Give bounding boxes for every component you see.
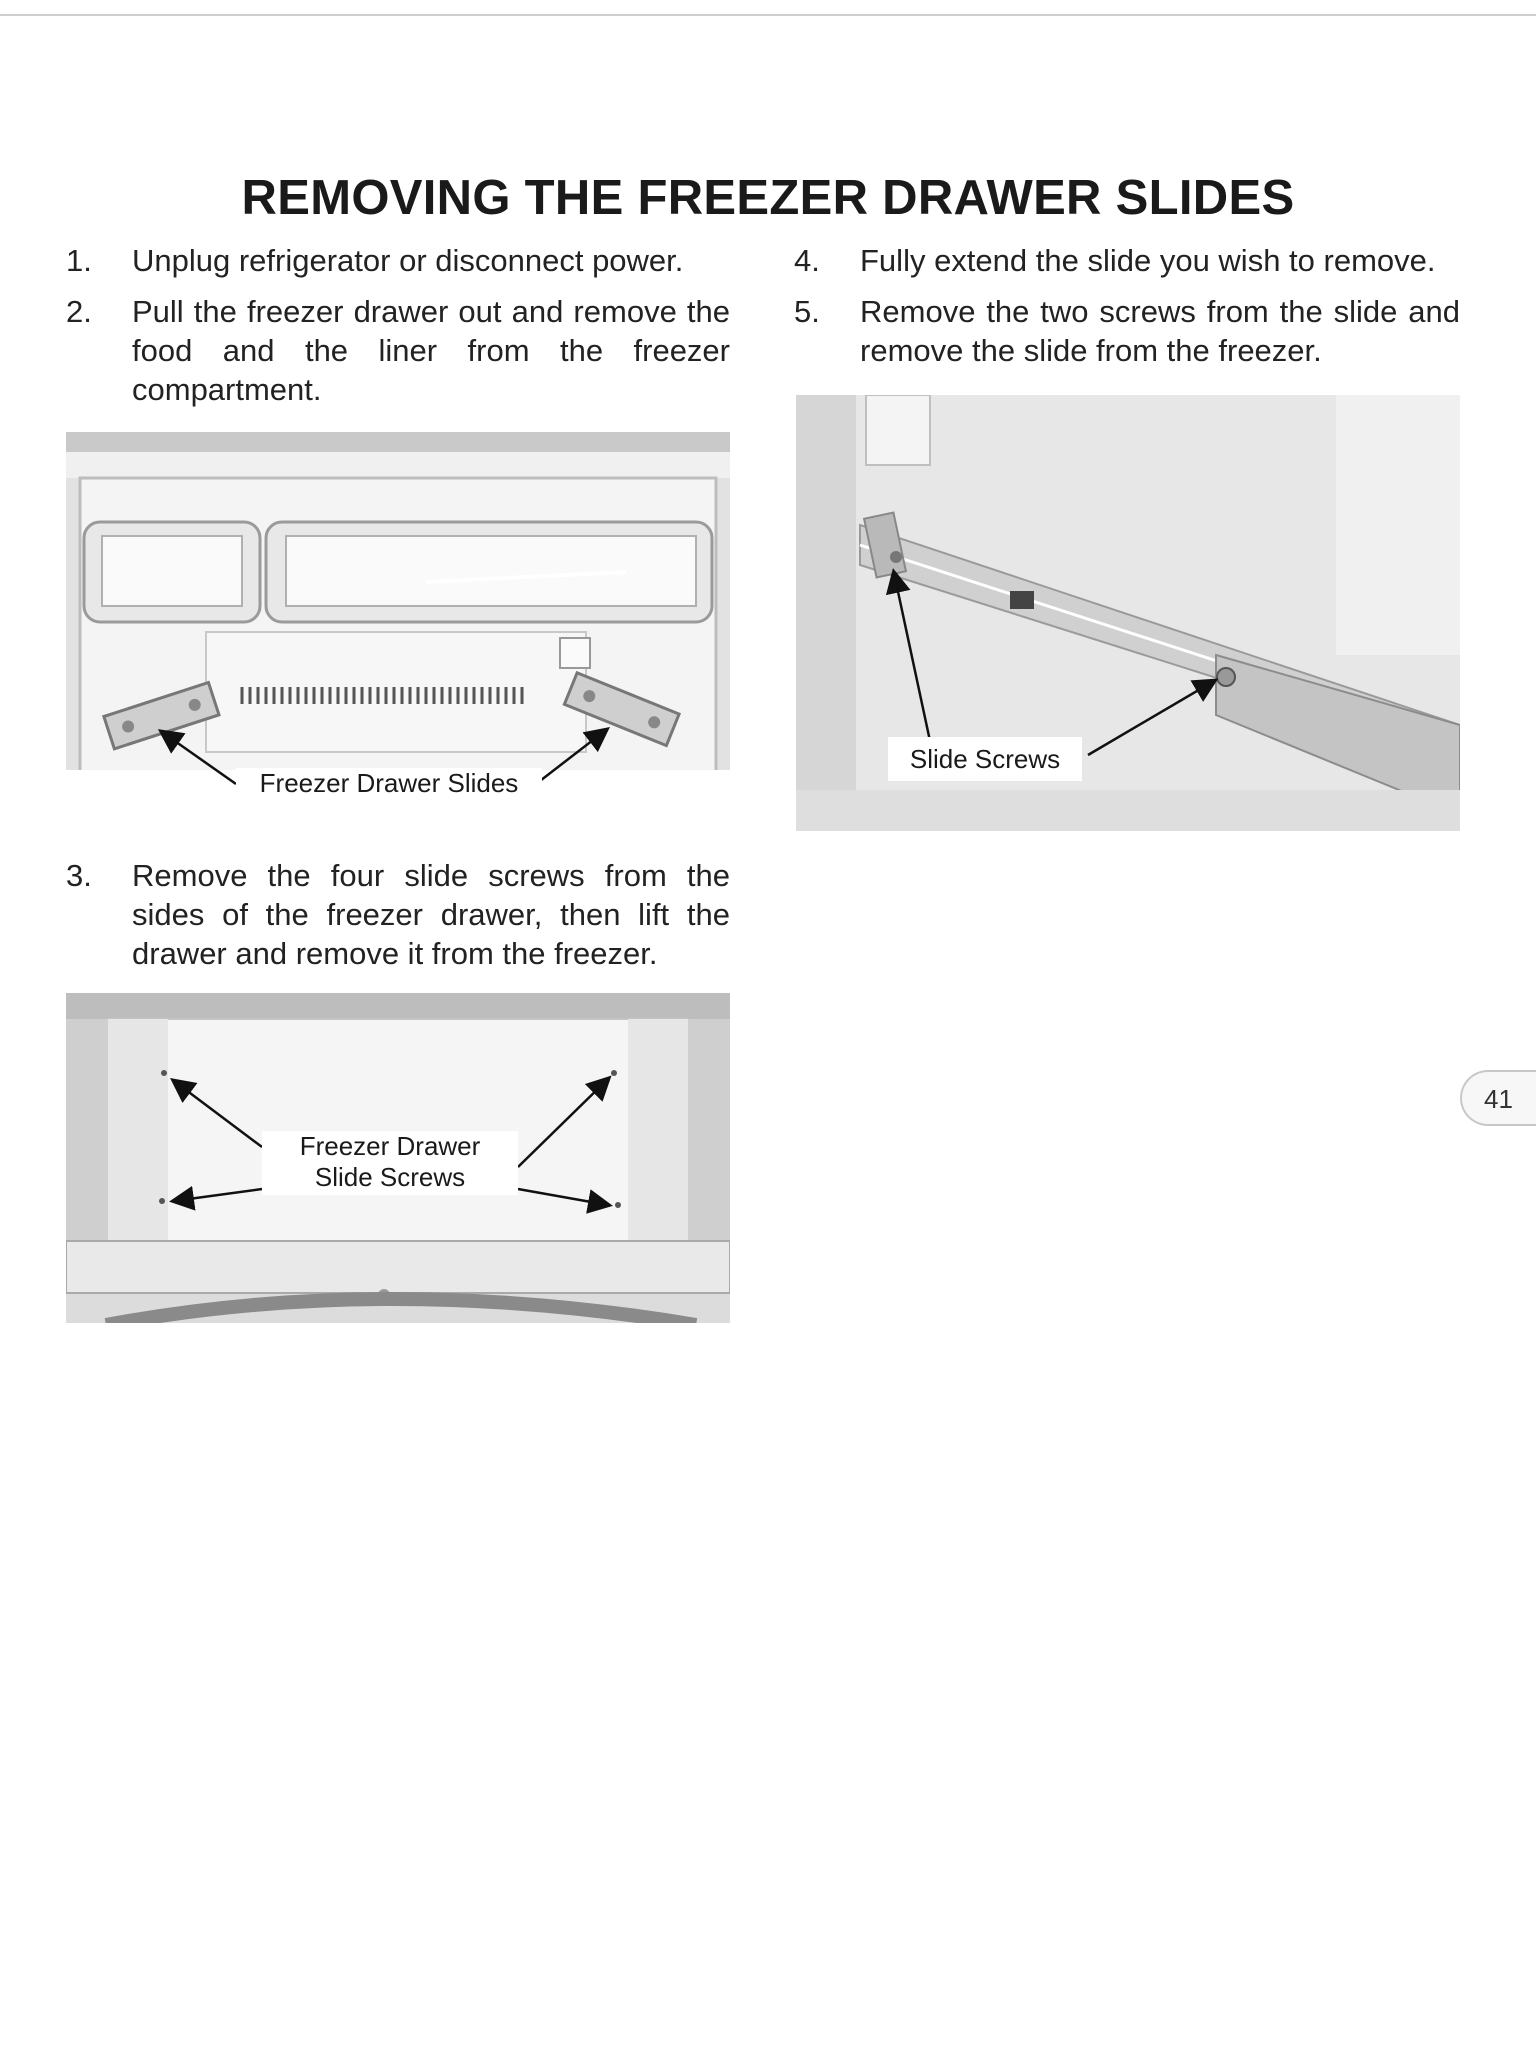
step-text: Unplug refrigerator or disconnect power. (132, 243, 684, 278)
freezer-drawer-slide-screws-label (262, 1131, 518, 1195)
slide-screws-photo (796, 395, 1460, 831)
freezer-drawer-photo (66, 993, 730, 1323)
freezer-compartment-photo (66, 432, 730, 800)
page-number: 41 (1484, 1084, 1513, 1114)
step-2 (66, 292, 730, 412)
step-3 (66, 856, 730, 976)
top-rule (0, 14, 1536, 16)
step-4 (794, 241, 1460, 281)
step-1 (66, 241, 730, 281)
label-line-2: Slide Screws (314, 1162, 466, 1192)
step-number: 3. (66, 858, 92, 893)
step-5 (794, 292, 1460, 372)
step-number: 5. (794, 294, 820, 329)
step-number: 4. (794, 243, 820, 278)
page-title: REMOVING THE FREEZER DRAWER SLIDES (241, 171, 1295, 225)
step-text: Pull the freezer drawer out and remove the food and the liner from the freezer compartment. (132, 294, 730, 407)
freezer-drawer-slides-label: Freezer Drawer Slides (236, 768, 542, 799)
step-text: Remove the four slide screws from the sides of the freezer drawer, then lift the drawer and remove it from the freezer. (132, 858, 730, 971)
step-text: Remove the two screws from the slide and remove the slide from the freezer. (860, 294, 1460, 368)
page-number-tab (1460, 1070, 1536, 1126)
slide-screws-label: Slide Screws (888, 737, 1082, 781)
step-number: 1. (66, 243, 92, 278)
step-number: 2. (66, 294, 92, 329)
label-line-1: Freezer Drawer (299, 1131, 481, 1161)
step-text: Fully extend the slide you wish to remove. (860, 243, 1436, 278)
